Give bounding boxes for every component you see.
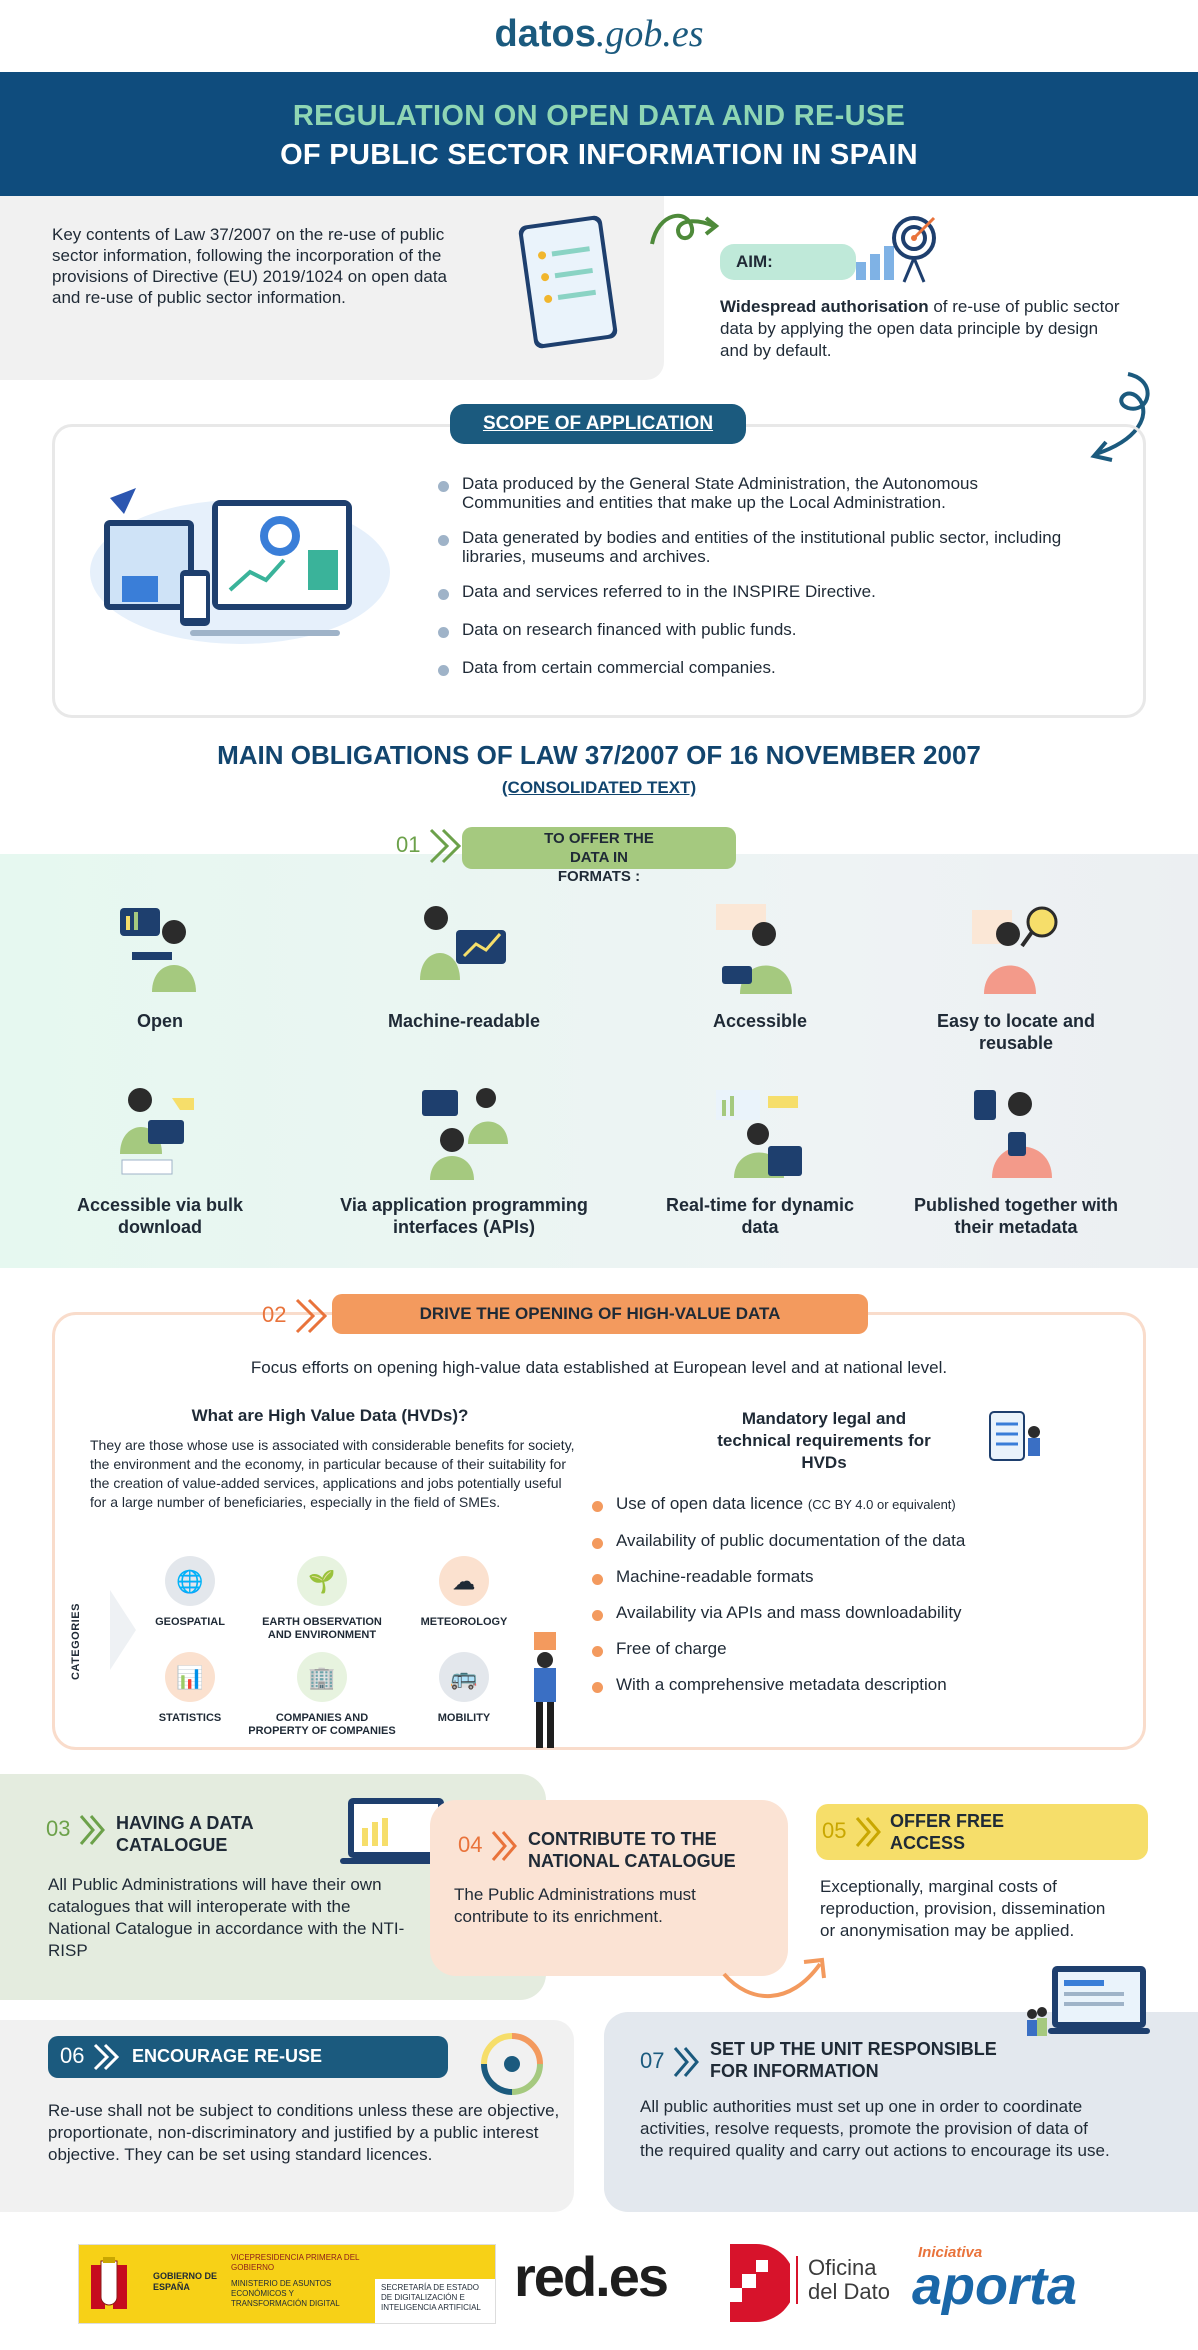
requirement-item: Availability of public documentation of the data bbox=[592, 1531, 1092, 1551]
format-label: Open bbox=[136, 1011, 183, 1031]
section-02-title: DRIVE THE OPENING OF HIGH-VALUE DATA bbox=[332, 1294, 868, 1334]
hvd-definition: They are those whose use is associated with considerable benefits for society, the environment and the economy, in particular because of their suitability for the creation of value-added services, applications and jobs potentially useful for a large number of beneficiaries, especially in the field of SMEs. bbox=[90, 1437, 575, 1510]
section-01-title: TO OFFER THE DATA IN FORMATS : bbox=[462, 827, 736, 869]
bulk-download-illustration bbox=[112, 1084, 208, 1180]
checklist-illustration bbox=[984, 1408, 1048, 1470]
section-04-text: The Public Administrations must contribute to its enrichment. bbox=[454, 1885, 696, 1926]
real-time-illustration bbox=[712, 1084, 808, 1180]
requirement-item: Free of charge bbox=[592, 1639, 1092, 1659]
section-05-number bbox=[822, 1814, 883, 1850]
format-label: Easy to locate and reusable bbox=[936, 1011, 1096, 1053]
format-card-open bbox=[60, 900, 260, 1032]
curved-arrow-icon bbox=[720, 1952, 834, 2008]
oficina-line-1: Oficina bbox=[808, 2255, 877, 2280]
section-03-num: 03 bbox=[46, 1815, 71, 1841]
obligations-subtitle[interactable]: (CONSOLIDATED TEXT) bbox=[501, 778, 697, 797]
aim-text bbox=[720, 296, 1120, 362]
requirement-item bbox=[592, 1494, 1092, 1515]
gov-spain: GOBIERNO DE ESPAÑA bbox=[153, 2271, 218, 2292]
section-07-title: SET UP THE UNIT RESPONSIBLE FOR INFORMATION bbox=[710, 2039, 997, 2081]
oficina-dato-text bbox=[796, 2256, 890, 2304]
redes-logo: red.es bbox=[514, 2245, 667, 2308]
section-04-number bbox=[458, 1828, 519, 1864]
cloud-icon: ☁ bbox=[439, 1556, 489, 1606]
section-03-text: All Public Administrations will have their own catalogues that will interoperate with the National Catalogue in accordance with the NTI-RISP bbox=[48, 1875, 405, 1960]
section-03-number bbox=[46, 1812, 107, 1848]
title-banner bbox=[0, 72, 1198, 196]
format-label: Via application programming interfaces (APIs) bbox=[340, 1195, 588, 1237]
requirement-item: With a comprehensive metadata description bbox=[592, 1675, 1092, 1695]
title-line-1: REGULATION ON OPEN DATA AND RE-USE bbox=[292, 100, 906, 132]
document-illustration bbox=[512, 212, 622, 358]
bar-chart-icon: 📊 bbox=[165, 1652, 215, 1702]
section-03-title: HAVING A DATA CATALOGUE bbox=[116, 1813, 253, 1855]
scope-list bbox=[438, 474, 1078, 677]
requirement-item: Availability via APIs and mass downloadability bbox=[592, 1603, 1092, 1623]
category-label: METEOROLOGY bbox=[420, 1616, 508, 1628]
scope-item: Data and services referred to in the INSPIRE Directive. bbox=[438, 582, 1078, 601]
licence-note: (CC BY 4.0 or equivalent) bbox=[807, 1497, 956, 1512]
monitor-illustration bbox=[1018, 1962, 1150, 2046]
gov-vp: VICEPRESIDENCIA PRIMERA DEL GOBIERNO bbox=[231, 2253, 360, 2272]
section-07-num: 07 bbox=[640, 2047, 665, 2073]
government-logo bbox=[78, 2244, 496, 2324]
obligations-title: MAIN OBLIGATIONS OF LAW 37/2007 OF 16 NOVEMBER 2007 bbox=[217, 740, 981, 770]
format-card-machine-readable bbox=[364, 900, 564, 1032]
section-04-num: 04 bbox=[458, 1831, 483, 1857]
aim-bold: Widespread authorisation bbox=[720, 297, 929, 316]
aim-label: AIM: bbox=[720, 244, 856, 280]
requirement-text: Use of open data licence bbox=[616, 1494, 804, 1513]
category-label: EARTH OBSERVATION AND ENVIRONMENT bbox=[262, 1616, 382, 1641]
devices-illustration bbox=[70, 480, 400, 652]
bus-icon: 🚌 bbox=[439, 1652, 489, 1702]
section-05-text: Exceptionally, marginal costs of reproduction, provision, dissemination or anonymisation may be applied. bbox=[820, 1877, 1106, 1940]
format-label: Real-time for dynamic data bbox=[665, 1195, 855, 1237]
category-mobility bbox=[414, 1652, 514, 1725]
aim-rest: of re-use of public sector data by applying the open data principle by design and by default. bbox=[720, 297, 1120, 360]
format-card-accessible bbox=[660, 900, 860, 1032]
gov-secretary: SECRETARÍA DE ESTADO DE DIGITALIZACIÓN E INTELIGENCIA ARTIFICIAL bbox=[375, 2279, 495, 2323]
gov-ministry: MINISTERIO DE ASUNTOS ECONÓMICOS Y TRANSFORMACIÓN DIGITAL bbox=[231, 2279, 340, 2308]
section-06-title: ENCOURAGE RE-USE bbox=[132, 2046, 323, 2066]
format-card-bulk-download bbox=[60, 1084, 260, 1238]
logo-part-b: .gob.es bbox=[595, 13, 704, 55]
plant-icon: 🌱 bbox=[297, 1556, 347, 1606]
section-02-num: 02 bbox=[262, 1301, 287, 1327]
format-card-metadata bbox=[900, 1084, 1132, 1238]
scope-item: Data generated by bodies and entities of the institutional public sector, including libraries, museums and archives. bbox=[438, 528, 1078, 566]
scope-item: Data produced by the General State Administration, the Autonomous Communities and entities that make up the Local Administration. bbox=[438, 474, 1078, 512]
building-icon: 🏢 bbox=[297, 1652, 347, 1702]
aporta-logo bbox=[912, 2244, 1142, 2316]
categories-chevron-icon bbox=[110, 1590, 136, 1670]
scope-item: Data on research financed with public funds. bbox=[438, 620, 1078, 639]
format-card-apis bbox=[320, 1084, 608, 1238]
section-01-number bbox=[396, 826, 463, 866]
arrow-swirl-icon bbox=[648, 206, 722, 256]
format-label: Machine-readable bbox=[387, 1011, 541, 1031]
hvd-title: What are High Value Data (HVDs)? bbox=[191, 1406, 469, 1425]
section-05-title: OFFER FREE ACCESS bbox=[890, 1811, 1005, 1853]
metadata-illustration bbox=[968, 1084, 1064, 1180]
easy-to-locate-illustration bbox=[968, 900, 1064, 996]
category-geospatial bbox=[140, 1556, 240, 1629]
person-holding-data-illustration bbox=[520, 1630, 570, 1754]
format-label: Published together with their metadata bbox=[913, 1195, 1118, 1237]
category-label: MOBILITY bbox=[437, 1712, 491, 1724]
scope-title: SCOPE OF APPLICATION bbox=[450, 404, 746, 444]
category-earth-observation bbox=[254, 1556, 390, 1642]
open-illustration bbox=[112, 900, 208, 996]
category-statistics bbox=[140, 1652, 240, 1725]
scope-item: Data from certain commercial companies. bbox=[438, 658, 1078, 677]
category-label: STATISTICS bbox=[158, 1712, 222, 1724]
globe-icon: 🌐 bbox=[165, 1556, 215, 1606]
section-06-num: 06 bbox=[60, 2042, 85, 2068]
aporta-initiative: Iniciativa bbox=[918, 2244, 983, 2261]
hvd-requirements-list bbox=[592, 1494, 1092, 1695]
oficina-dato-logo-icon bbox=[716, 2240, 790, 2326]
category-label: GEOSPATIAL bbox=[155, 1616, 225, 1628]
aporta-word: aporta bbox=[912, 2256, 1078, 2316]
requirement-item: Machine-readable formats bbox=[592, 1567, 1092, 1587]
hvd-focus: Focus efforts on opening high-value data established at European level and at national level. bbox=[250, 1358, 948, 1377]
section-06-text: Re-use shall not be subject to conditions unless these are objective, proportionate, non-discriminatory and justified by a public interest objective. They can be set using standard licences. bbox=[48, 2101, 560, 2164]
section-02-number bbox=[262, 1296, 329, 1336]
accessible-illustration bbox=[712, 900, 808, 996]
categories-label: CATEGORIES bbox=[70, 1603, 82, 1680]
recycle-arrows-icon bbox=[478, 2030, 546, 2098]
section-04-title: CONTRIBUTE TO THE NATIONAL CATALOGUE bbox=[528, 1829, 736, 1871]
logo-part-a: datos bbox=[494, 13, 596, 55]
title-line-2: OF PUBLIC SECTOR INFORMATION IN SPAIN bbox=[280, 139, 918, 171]
site-logo[interactable] bbox=[0, 12, 1198, 56]
section-07-number bbox=[640, 2044, 701, 2080]
format-card-easy-to-locate bbox=[916, 900, 1116, 1054]
section-01-num: 01 bbox=[396, 831, 421, 857]
coat-of-arms-icon bbox=[87, 2255, 131, 2315]
section-05-num: 05 bbox=[822, 1817, 847, 1843]
format-label: Accessible via bulk download bbox=[76, 1195, 244, 1237]
machine-readable-illustration bbox=[416, 900, 512, 996]
category-meteorology bbox=[414, 1556, 514, 1629]
apis-illustration bbox=[416, 1084, 512, 1180]
target-icon bbox=[852, 214, 938, 284]
hvd-requirements-title: Mandatory legal and technical requirements for HVDs bbox=[717, 1409, 931, 1472]
category-companies bbox=[248, 1652, 396, 1738]
section-06-number bbox=[60, 2041, 121, 2073]
section-07-text: All public authorities must set up one in order to coordinate activities, resolve requests, promote the provision of data of the required quality and carry out actions to encourage its use. bbox=[640, 2097, 1110, 2160]
oficina-line-2: del Dato bbox=[808, 2279, 890, 2304]
format-label: Accessible bbox=[712, 1011, 808, 1031]
format-card-real-time bbox=[660, 1084, 860, 1238]
intro-text: Key contents of Law 37/2007 on the re-use of public sector information, following the incorporation of the provisions of Directive (EU) 2019/1024 on open data and re-use of public sector information. bbox=[52, 225, 448, 307]
category-label: COMPANIES AND PROPERTY OF COMPANIES bbox=[248, 1712, 396, 1737]
